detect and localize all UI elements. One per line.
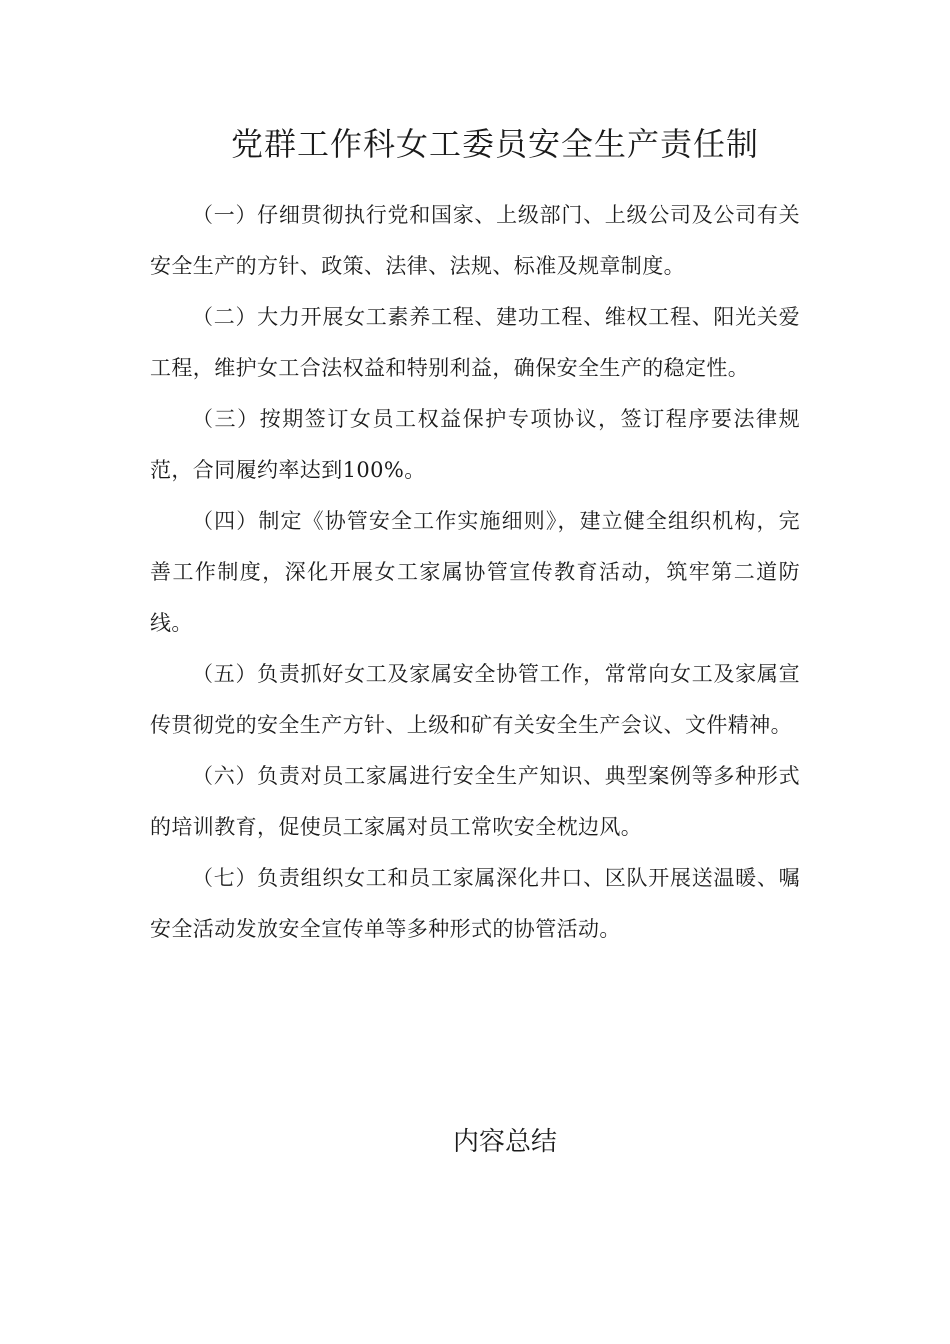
summary-heading: 内容总结 [452, 1127, 557, 1157]
paragraph-7: （七）负责组织女工和员工家属深化井口、区队开展送温暖、嘱安全活动发放安全宣传单等多种形式的协管活动。 [150, 866, 800, 941]
document-body [150, 190, 800, 955]
paragraph-2: （二）大力开展女工素养工程、建功工程、维权工程、阳光关爱工程，维护女工合法权益和特别利益，确保安全生产的稳定性。 [150, 305, 800, 380]
paragraph-6: （六）负责对员工家属进行安全生产知识、典型案例等多种形式的培训教育，促使员工家属对员工常吹安全枕边风。 [150, 764, 800, 839]
paragraph-1: （一）仔细贯彻执行党和国家、上级部门、上级公司及公司有关安全生产的方针、政策、法律、法规、标准及规章制度。 [150, 203, 800, 278]
paragraph-4: （四）制定《协管安全工作实施细则》，建立健全组织机构，完善工作制度，深化开展女工家属协管宣传教育活动，筑牢第二道防线。 [150, 509, 800, 635]
paragraph-3: （三）按期签订女员工权益保护专项协议，签订程序要法律规范，合同履约率达到100%。 [150, 407, 800, 482]
paragraph-5: （五）负责抓好女工及家属安全协管工作，常常向女工及家属宣传贯彻党的安全生产方针、上级和矿有关安全生产会议、文件精神。 [150, 662, 800, 737]
document-title: 党群工作科女工委员安全生产责任制 [230, 125, 759, 163]
